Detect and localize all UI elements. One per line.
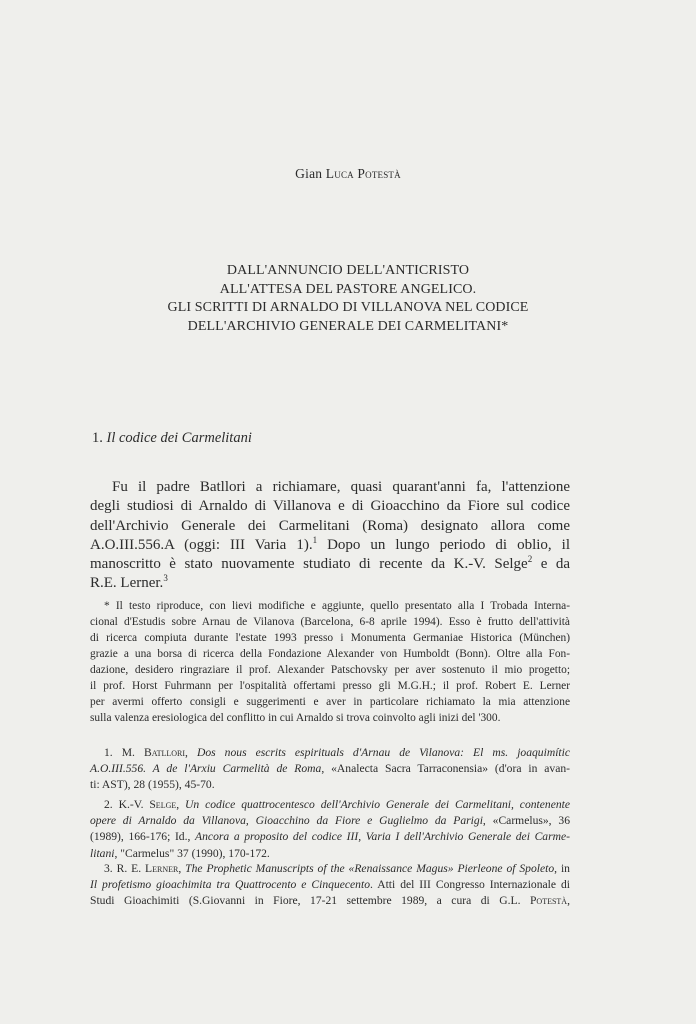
- footnote-line: 2. K.-V. Selge, Un codice quattrocentesco dell'Archivio Generale dei Carmelitani, contenente: [104, 798, 571, 811]
- footnote-line: [90, 877, 570, 893]
- footnote-text: . Atti del III Congresso Internazionale di: [370, 878, 570, 892]
- note-line: cional d'Estudis sobre Arnau de Vilanova (Barcelona, 6-8 aprile 1994). Esso è frutto dell'attività: [90, 616, 570, 628]
- footnote-text: ,: [178, 862, 186, 875]
- footnote-3: [90, 861, 570, 910]
- note-line: di ricerca compiuta durante l'estate 1993 presso i Monumenta Germaniae Historica (München): [90, 632, 570, 644]
- body-line: dell'Archivio Generale dei Carmelitani (Roma) designato allora come: [90, 517, 570, 534]
- footnote-text: , in: [554, 862, 570, 875]
- article-title: [0, 262, 696, 336]
- body-line: degli studiosi di Arnaldo di Villanova e di Gioacchino da Fiore sul codice: [90, 498, 570, 515]
- section-heading: [92, 430, 252, 447]
- note-line: sulla valenza eresiologica del conflitto in cui Arnaldo si trova coinvolto agli inizi del '300.: [90, 712, 501, 724]
- footnote-author: Batllori: [143, 746, 186, 759]
- note-mark: 3: [163, 573, 168, 584]
- footnote-title: litani: [90, 846, 115, 860]
- footnote-text: ,: [567, 894, 570, 908]
- footnote-title: opere di Arnaldo da Villanova, Gioacchino da Fiore e Guglielmo da Parigi: [90, 814, 483, 828]
- title-line: ALL'ATTESA DEL PASTORE ANGELICO.: [219, 281, 477, 297]
- footnote-line: ti: AST), 28 (1955), 45-70.: [90, 778, 215, 792]
- footnote-number: 3. R. E.: [104, 862, 146, 875]
- author-first-name: Gian: [295, 166, 323, 181]
- title-line: DELL'ARCHIVIO GENERALE DEI CARMELITANI*: [187, 318, 509, 334]
- footnote-line: [90, 761, 570, 777]
- footnote-title: The Prophetic Manuscripts of the «Renaissance Magus» Pierleone of Spoleto: [185, 862, 555, 875]
- section-title: Il codice dei Carmelitani: [106, 430, 252, 446]
- footnote-line: [90, 813, 570, 829]
- footnote-line: 1. M. Batllori, Dos nous escrits espirituals d'Arnau de Vilanova: El ms. joaquimític: [104, 746, 571, 759]
- footnote-line: [90, 846, 570, 862]
- footnote-line: [90, 893, 570, 909]
- body-line: Fu il padre Batllori a richiamare, quasi quarant'anni fa, l'attenzione: [112, 479, 570, 495]
- footnote-number: 1. M.: [104, 746, 144, 759]
- footnote-title: Un codice quattrocentesco dell'Archivio Generale dei Carmelitani, contenente: [185, 798, 571, 811]
- asterisk-note: [90, 598, 570, 726]
- body-text-span: Dopo un lungo periodo di oblio, il: [327, 536, 570, 553]
- footnote-text: Studi Gioachimiti (S.Giovanni in Fiore, 17-21 settembre 1989, a cura di G.L.: [90, 894, 530, 908]
- body-text-span: e da: [540, 556, 570, 573]
- footnote-author: Lerner: [145, 862, 179, 875]
- footnote-text: , "Carmelus" 37 (1990), 170-172.: [114, 846, 270, 860]
- footnote-text: , «Analecta Sacra Tarraconensia» (d'ora in avan-: [321, 762, 570, 776]
- footnote-title: Dos nous escrits espirituals d'Arnau de Vilanova: El ms. joaquimític: [196, 746, 571, 759]
- footnote-line: [90, 829, 570, 845]
- title-line: GLI SCRITTI DI ARNALDO DI VILLANOVA NEL CODICE: [167, 300, 529, 315]
- note-line: dazione, desidero ringraziare il prof. Alexander Patschovsky per aver sostenuto il mio progetto;: [90, 664, 570, 676]
- footnote-title: Ancora a proposito del codice III, Varia I dell'Archivio Generale dei Carme-: [195, 830, 570, 844]
- footnote-text: , «Carmelus», 36: [482, 814, 570, 828]
- body-text-span: manoscritto è stato nuovamente studiato di recente da K.-V. Selge: [90, 556, 528, 573]
- note-line: grazie a una borsa di ricerca della Fondazione Alexander von Humboldt (Bonn). Oltre alla Fon-: [90, 648, 570, 660]
- note-line: il prof. Horst Fuhrmann per l'ospitalità offertami presso gli M.G.H.; il prof. Robert E. Lerner: [90, 680, 570, 692]
- title-line: DALL'ANNUNCIO DELL'ANTICRISTO: [226, 263, 470, 278]
- note-line: * Il testo riproduce, con lievi modifiche e aggiunte, quello presentato alla I Trobada Interna-: [104, 600, 570, 612]
- footnote-title: A.O.III.556. A de l'Arxiu Carmelità de Roma: [90, 762, 322, 776]
- footnote-2: [90, 797, 570, 862]
- body-text-span: A.O.III.556.A (oggi: III Varia 1).: [90, 536, 313, 553]
- note-line: per avermi offerto consigli e suggerimenti e aver in particolare richiamato la mia attenzione: [90, 696, 570, 708]
- footnote-title: Il profetismo gioachimita tra Quattrocento e Cinquecento: [90, 878, 370, 892]
- section-number: 1.: [92, 430, 103, 446]
- body-line: [90, 574, 570, 593]
- footnote-author: Potestà: [529, 894, 568, 908]
- author-name: [0, 166, 696, 182]
- footnote-number: 2. K.-V.: [104, 798, 150, 811]
- footnote-author: Selge: [149, 798, 177, 811]
- body-paragraph: [90, 478, 570, 594]
- author-last-name: Luca Potestà: [325, 166, 401, 181]
- body-line: [90, 555, 570, 574]
- note-mark: 2: [527, 554, 533, 565]
- note-mark: 1: [312, 534, 318, 545]
- footnote-text: (1989), 166-176; Id.,: [90, 830, 196, 844]
- body-line: [90, 536, 570, 555]
- body-text-span: R.E. Lerner.: [90, 575, 164, 592]
- footnote-1: [90, 745, 570, 794]
- footnote-line: [90, 861, 570, 877]
